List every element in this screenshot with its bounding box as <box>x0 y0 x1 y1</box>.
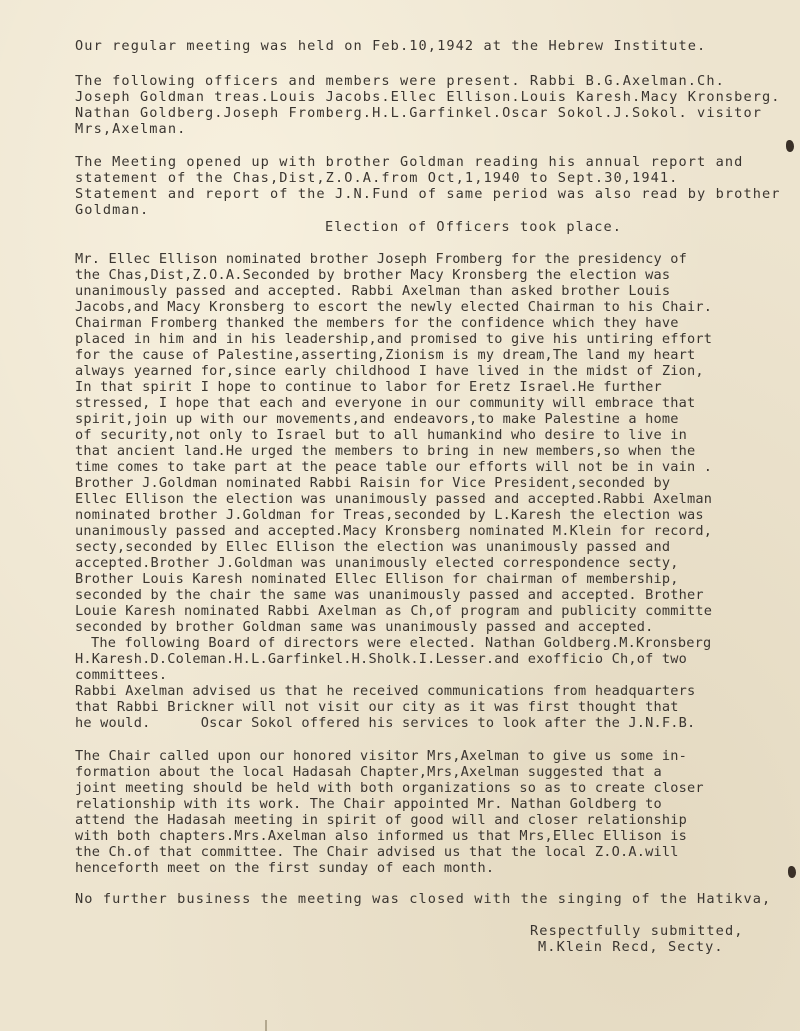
closing-line: No further business the meeting was closed with the singing of the Hatikva, <box>75 891 772 907</box>
attendance-line: Mrs,Axelman. <box>75 121 187 137</box>
election-line: In that spirit I hope to continue to labor for Eretz Israel.He further <box>75 379 662 395</box>
election-line: placed in him and in his leadership,and promised to give his untiring effort <box>75 331 713 347</box>
opening-line: Our regular meeting was held on Feb.10,1942 at the Hebrew Institute. <box>75 38 707 54</box>
attendance-line: Nathan Goldberg.Joseph Fromberg.H.L.Garfinkel.Oscar Sokol.J.Sokol. visitor <box>75 105 763 121</box>
board-line: committees. <box>75 667 168 683</box>
advisory-line: Rabbi Axelman advised us that he received communications from headquarters <box>75 683 696 699</box>
election-line: Brother J.Goldman nominated Rabbi Raisin for Vice President,seconded by <box>75 475 671 491</box>
election-line: the Chas,Dist,Z.O.A.Seconded by brother Macy Kronsberg the election was <box>75 267 671 283</box>
election-line: unanimously passed and accepted.Macy Kronsberg nominated M.Klein for record, <box>75 523 713 539</box>
election-line: Chairman Fromberg thanked the members for the confidence which they have <box>75 315 679 331</box>
section-heading: Election of Officers took place. <box>325 219 623 235</box>
visitor-line: formation about the local Hadasah Chapter,Mrs,Axelman suggested that a <box>75 764 662 780</box>
election-line: Jacobs,and Macy Kronsberg to escort the newly elected Chairman to his Chair. <box>75 299 713 315</box>
election-line: that ancient land.He urged the members to bring in new members,so when the <box>75 443 696 459</box>
advisory-line: that Rabbi Brickner will not visit our city as it was first thought that <box>75 699 679 715</box>
visitor-line: The Chair called upon our honored visitor Mrs,Axelman to give us some in- <box>75 748 688 764</box>
visitor-line: the Ch.of that committee. The Chair advised us that the local Z.O.A.will <box>75 844 679 860</box>
ink-blot <box>786 140 794 152</box>
election-line: spirit,join up with our movements,and endeavors,to make Palestine a home <box>75 411 679 427</box>
election-line: Brother Louis Karesh nominated Ellec Ellison for chairman of membership, <box>75 571 679 587</box>
visitor-line: with both chapters.Mrs.Axelman also informed us that Mrs,Ellec Ellison is <box>75 828 688 844</box>
election-line: of security,not only to Israel but to all humankind who desire to live in <box>75 427 688 443</box>
election-line: for the cause of Palestine,asserting,Zionism is my dream,The land my heart <box>75 347 696 363</box>
election-line: stressed, I hope that each and everyone in our community will embrace that <box>75 395 696 411</box>
election-line: secty,seconded by Ellec Ellison the election was unanimously passed and <box>75 539 671 555</box>
visitor-line: henceforth meet on the first sunday of each month. <box>75 860 495 876</box>
paper-mark <box>265 1020 267 1031</box>
advisory-line: he would. Oscar Sokol offered his services to look after the J.N.F.B. <box>75 715 696 731</box>
election-line: Mr. Ellec Ellison nominated brother Joseph Fromberg for the presidency of <box>75 251 688 267</box>
election-line: seconded by the chair the same was unanimously passed and accepted. Brother <box>75 587 704 603</box>
report-line: The Meeting opened up with brother Goldman reading his annual report and <box>75 154 744 170</box>
election-line: unanimously passed and accepted. Rabbi Axelman than asked brother Louis <box>75 283 671 299</box>
election-line: always yearned for,since early childhood I have lived in the midst of Zion, <box>75 363 704 379</box>
report-line: statement of the Chas,Dist,Z.O.A.from Oct,1,1940 to Sept.30,1941. <box>75 170 679 186</box>
election-line: seconded by brother Goldman same was unanimously passed and accepted. <box>75 619 654 635</box>
election-line: Ellec Ellison the election was unanimously passed and accepted.Rabbi Axelman <box>75 491 713 507</box>
attendance-line: Joseph Goldman treas.Louis Jacobs.Ellec Ellison.Louis Karesh.Macy Kronsberg. <box>75 89 781 105</box>
report-line: Statement and report of the J.N.Fund of same period was also read by brother <box>75 186 781 202</box>
signature-closing: Respectfully submitted, <box>530 923 744 939</box>
visitor-line: joint meeting should be held with both organizations so as to create closer <box>75 780 704 796</box>
visitor-line: attend the Hadasah meeting in spirit of good will and closer relationship <box>75 812 688 828</box>
election-line: time comes to take part at the peace table our efforts will not be in vain . <box>75 459 713 475</box>
ink-blot <box>788 866 796 878</box>
signature-name: M.Klein Recd, Secty. <box>538 939 724 955</box>
election-line: nominated brother J.Goldman for Treas,seconded by L.Karesh the election was <box>75 507 704 523</box>
board-line: H.Karesh.D.Coleman.H.L.Garfinkel.H.Sholk.I.Lesser.and exofficio Ch,of two <box>75 651 688 667</box>
report-line: Goldman. <box>75 202 150 218</box>
board-line: The following Board of directors were elected. Nathan Goldberg.M.Kronsberg <box>91 635 712 651</box>
visitor-line: relationship with its work. The Chair appointed Mr. Nathan Goldberg to <box>75 796 662 812</box>
election-line: accepted.Brother J.Goldman was unanimously elected correspondence secty, <box>75 555 679 571</box>
attendance-line: The following officers and members were present. Rabbi B.G.Axelman.Ch. <box>75 73 725 89</box>
election-line: Louie Karesh nominated Rabbi Axelman as Ch,of program and publicity committe <box>75 603 713 619</box>
